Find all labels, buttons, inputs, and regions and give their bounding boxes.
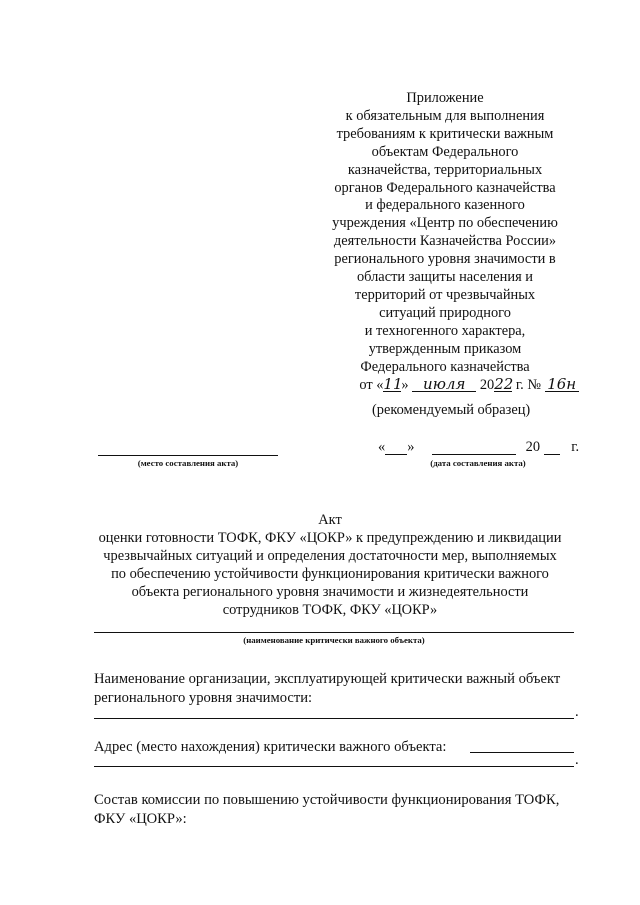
- org-field-line[interactable]: [94, 718, 574, 719]
- order-year: 22: [494, 374, 514, 393]
- act-title: [60, 512, 600, 619]
- act-title-line: Акт: [318, 512, 342, 528]
- appendix-line: Федерального казначейства: [360, 358, 530, 375]
- place-caption: (место составления акта): [137, 458, 239, 468]
- act-date-row: [378, 439, 579, 456]
- address-label: Адрес (место нахождения) критически важного объекта:: [94, 739, 447, 755]
- appendix-line: органов Федерального казначейства: [334, 179, 556, 196]
- place-line: [98, 455, 278, 456]
- org-label-line1: Наименование организации, эксплуатирующей критически важный объект: [94, 671, 561, 687]
- appendix-line: и федерального казенного: [365, 197, 525, 214]
- year-prefix: 20: [479, 376, 495, 393]
- commission-label-line1: Состав комиссии по повышению устойчивости функционирования ТОФК,: [94, 792, 560, 808]
- order-day: 11: [383, 374, 403, 393]
- org-period: .: [575, 704, 579, 720]
- date-quote-close: »: [401, 376, 409, 393]
- appendix-line: к обязательным для выполнения: [345, 107, 545, 124]
- act-title-line: объекта регионального уровня значимости и жизнедеятельности: [131, 583, 529, 600]
- order-number: 16н: [545, 377, 579, 392]
- act-title-line: по обеспечению устойчивости функционирования критически важного: [111, 565, 549, 582]
- order-date-line: [348, 374, 590, 395]
- appendix-line: Приложение: [406, 90, 484, 106]
- object-name-line: [94, 632, 574, 633]
- appendix-line: территорий от чрезвычайных: [354, 286, 536, 303]
- act-date-close: »: [407, 439, 415, 455]
- act-day-blank: [385, 440, 407, 455]
- act-title-line: сотрудников ТОФК, ФКУ «ЦОКР»: [222, 601, 438, 618]
- act-year-prefix: 20: [525, 439, 541, 455]
- address-period: .: [575, 752, 579, 768]
- address-field-line1[interactable]: [470, 752, 574, 753]
- order-month: июля: [412, 377, 476, 392]
- commission-label-line2: ФКУ «ЦОКР»:: [94, 811, 187, 827]
- act-date-open: «: [378, 439, 386, 455]
- appendix-line: требованиям к критически важным: [336, 125, 554, 142]
- act-month-blank: [432, 440, 516, 455]
- appendix-line: ситуаций природного: [379, 304, 511, 321]
- address-field-line2[interactable]: [94, 766, 574, 767]
- appendix-line: и техногенного характера,: [364, 322, 526, 339]
- date-prefix: от «: [359, 376, 384, 393]
- appendix-line: учреждения «Центр по обеспечению: [332, 215, 558, 232]
- date-caption: (дата составления акта): [430, 458, 526, 468]
- appendix-line: области защиты населения и: [356, 269, 534, 286]
- appendix-line: деятельности Казначейства России»: [333, 233, 557, 250]
- org-label-line2: регионального уровня значимости:: [94, 690, 313, 706]
- sample-label: (рекомендуемый образец): [372, 402, 531, 418]
- appendix-block: [300, 90, 590, 394]
- object-name-caption: (наименование критически важного объекта): [243, 635, 425, 645]
- appendix-line: казначейства, территориальных: [347, 161, 543, 178]
- appendix-line: объектам Федерального: [371, 143, 519, 160]
- act-title-line: оценки готовности ТОФК, ФКУ «ЦОКР» к предупреждению и ликвидации: [98, 529, 562, 546]
- appendix-line: утвержденным приказом: [368, 340, 522, 357]
- appendix-line: регионального уровня значимости в: [334, 251, 556, 268]
- order-number-label: г. №: [515, 376, 542, 393]
- act-year-suffix: г.: [571, 439, 580, 455]
- act-year-blank: [544, 440, 560, 455]
- act-title-line: чрезвычайных ситуаций и определения достаточности мер, выполняемых: [103, 547, 557, 564]
